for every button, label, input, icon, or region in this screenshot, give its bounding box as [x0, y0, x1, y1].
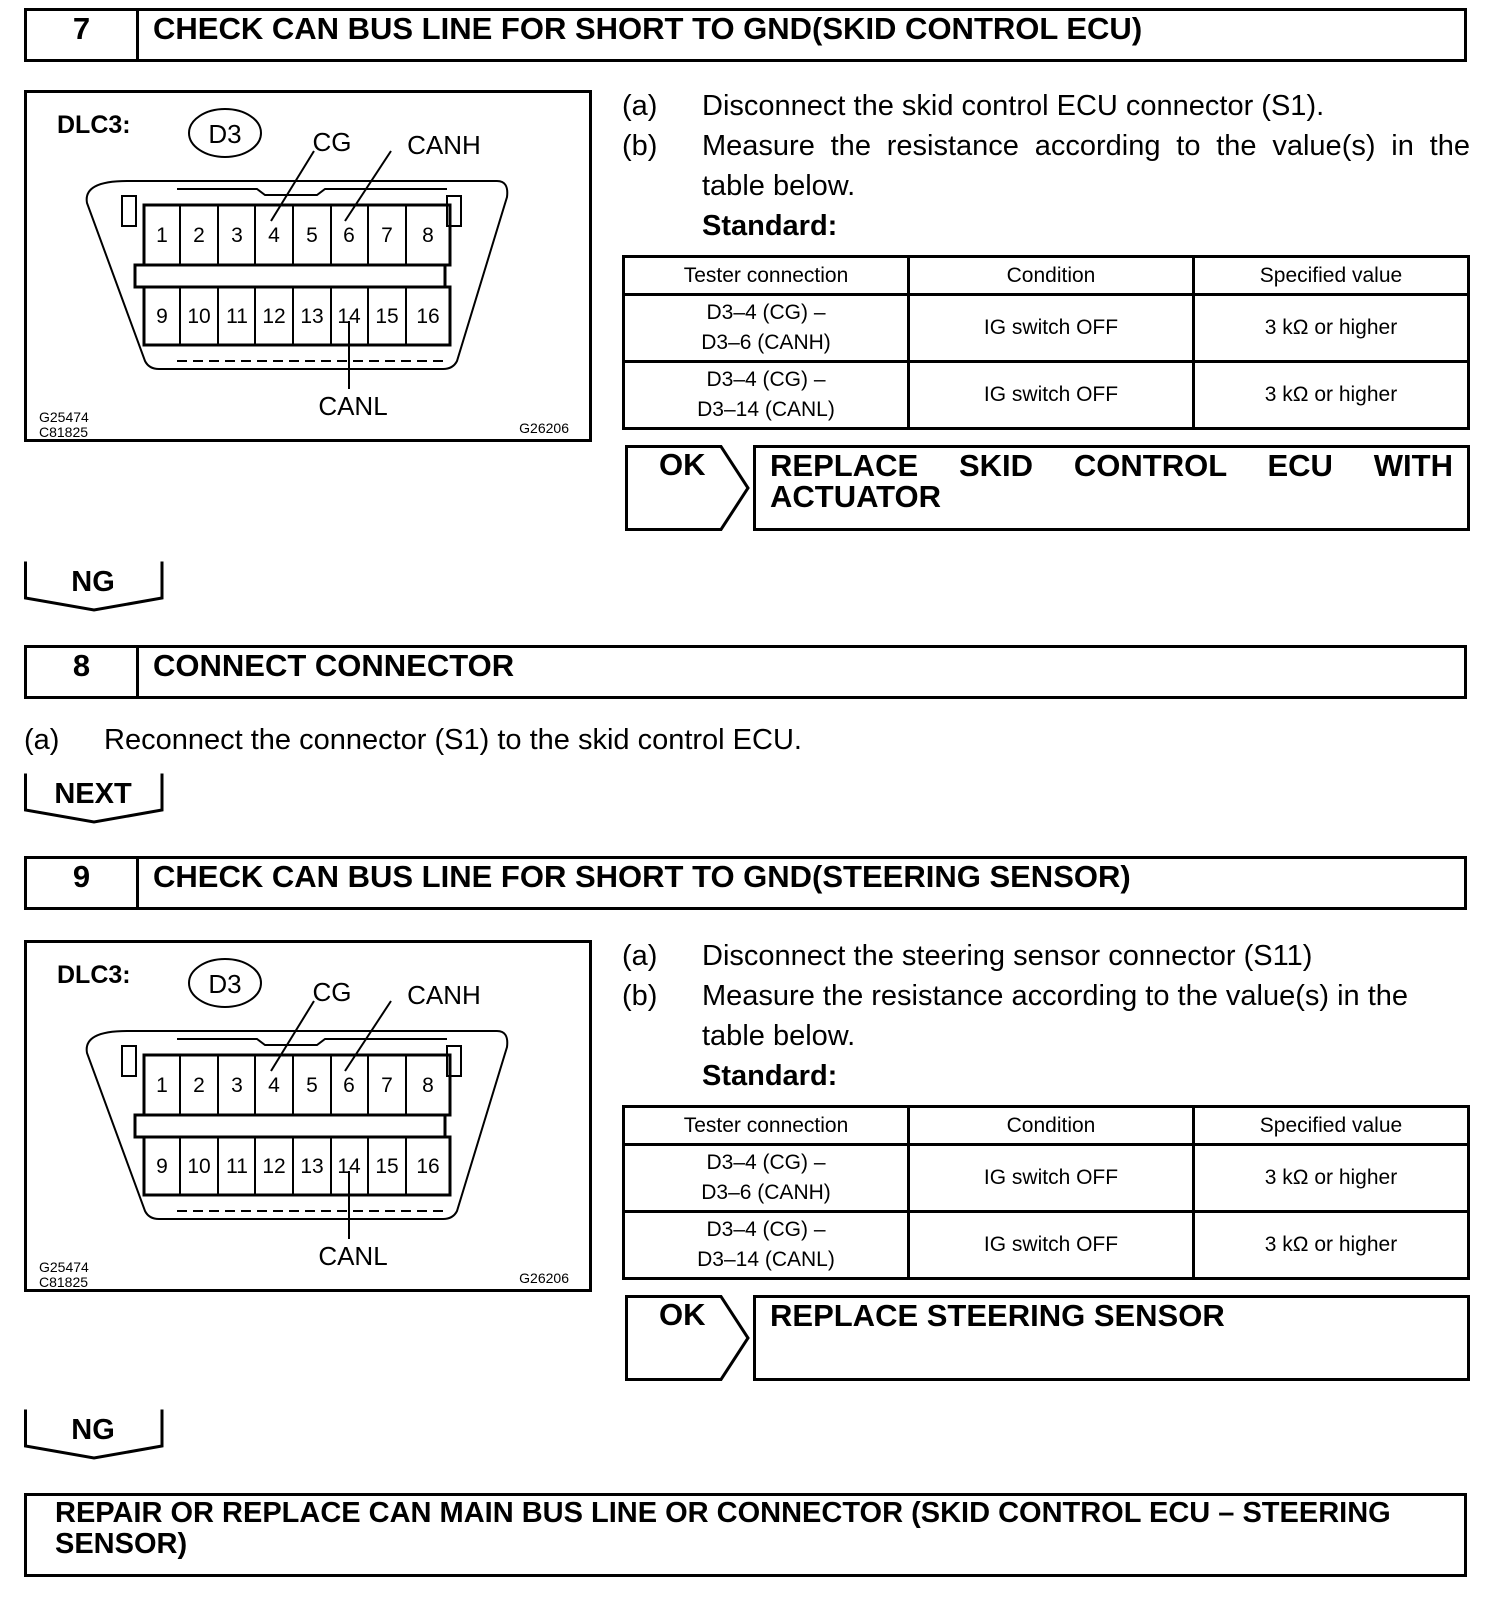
pin: 7 [381, 1074, 393, 1097]
table-row [624, 1212, 1469, 1279]
tester-connection-cell [624, 295, 909, 362]
final-action-box [24, 1493, 1467, 1577]
connection-line: D3–4 (CG) – [706, 301, 826, 324]
column-header: Tester connection [624, 257, 909, 295]
step-7-header [24, 8, 1467, 62]
instruction-text: Measure the resistance according to the value(s) in the table below. [702, 980, 1409, 1052]
step-number: 7 [27, 11, 139, 59]
pin: 3 [231, 224, 243, 247]
pin: 12 [262, 1155, 286, 1178]
instruction-text: Reconnect the connector (S1) to the skid control ECU. [104, 724, 802, 756]
step-number: 8 [27, 648, 139, 696]
dlc3-connector-figure [24, 90, 592, 442]
column-header: Tester connection [624, 1107, 909, 1145]
pin: 7 [381, 224, 393, 247]
spec-table [622, 1105, 1470, 1280]
pin: 12 [262, 305, 286, 328]
ok-branch [625, 1295, 1470, 1381]
table-row [624, 362, 1469, 429]
connection-line: D3–14 (CANL) [697, 398, 835, 421]
step-9-header [24, 856, 1467, 910]
table-header-row [624, 1107, 1469, 1145]
pin: 11 [226, 1155, 248, 1178]
instruction-label: (b) [622, 130, 658, 162]
connection-line: D3–14 (CANL) [697, 1248, 835, 1271]
column-header: Condition [909, 257, 1194, 295]
table-row [624, 295, 1469, 362]
pin: 3 [231, 1074, 243, 1097]
instruction-label: (a) [24, 724, 60, 756]
figure-code: G26206 [519, 420, 569, 436]
connection-line: D3–6 (CANH) [701, 331, 831, 354]
column-header: Specified value [1194, 257, 1469, 295]
column-header: Specified value [1194, 1107, 1469, 1145]
pin: 4 [268, 1074, 280, 1097]
instruction-text: Disconnect the skid control ECU connector (S1). [702, 90, 1325, 122]
figure-code: G25474 [39, 1259, 89, 1275]
table-header-row [624, 257, 1469, 295]
instruction-label: (b) [622, 980, 658, 1012]
next-tag [24, 772, 164, 829]
ng-tag [24, 1408, 164, 1465]
connector-id: D3 [208, 119, 242, 149]
value-cell: 3 kΩ or higher [1194, 295, 1469, 362]
step-7-instructions [622, 86, 1470, 246]
ok-label: OK [659, 447, 706, 482]
figure-code: G26206 [519, 1270, 569, 1286]
connector-label: DLC3: [57, 961, 131, 989]
pin: 8 [422, 1074, 434, 1097]
figure-code: G25474 [39, 409, 89, 425]
figure-code: C81825 [39, 1274, 89, 1290]
canh-label: CANH [407, 130, 481, 160]
pin: 5 [306, 224, 318, 247]
latch-left [122, 1046, 136, 1076]
connection-line: D3–4 (CG) – [706, 1218, 826, 1241]
standard-label: Standard: [702, 1060, 838, 1092]
column-header: Condition [909, 1107, 1194, 1145]
ok-branch [625, 445, 1470, 531]
step-title: CHECK CAN BUS LINE FOR SHORT TO GND(SKID CONTROL ECU) [153, 11, 1143, 46]
final-action-text: REPAIR OR REPLACE CAN MAIN BUS LINE OR CONNECTOR (SKID CONTROL ECU – STEERING SENSOR) [55, 1497, 1391, 1560]
pin: 15 [375, 1155, 399, 1178]
pin: 14 [337, 305, 361, 328]
ok-action-box [753, 1295, 1470, 1381]
top-pin-row [144, 205, 450, 265]
tester-connection-cell [624, 362, 909, 429]
tester-connection-cell [624, 1145, 909, 1212]
pin: 9 [156, 1155, 168, 1178]
latch-left [122, 196, 136, 226]
pin: 4 [268, 224, 280, 247]
pin: 15 [375, 305, 399, 328]
top-pin-row [144, 1055, 450, 1115]
pin: 10 [187, 305, 211, 328]
step-title: CONNECT CONNECTOR [153, 648, 515, 683]
value-cell: 3 kΩ or higher [1194, 1145, 1469, 1212]
pin: 8 [422, 224, 434, 247]
condition-cell: IG switch OFF [909, 1145, 1194, 1212]
pin: 2 [193, 224, 205, 247]
tester-connection-cell [624, 1212, 909, 1279]
condition-cell: IG switch OFF [909, 362, 1194, 429]
ok-label: OK [659, 1297, 706, 1332]
canl-label: CANL [318, 1241, 388, 1271]
pin: 6 [343, 1074, 355, 1097]
ok-action-text: REPLACE SKID CONTROL ECU WITH [770, 448, 1453, 483]
ok-action-text: REPLACE STEERING SENSOR [770, 1298, 1225, 1333]
dlc3-connector-figure [24, 940, 592, 1292]
condition-cell: IG switch OFF [909, 1212, 1194, 1279]
connection-line: D3–4 (CG) – [706, 1151, 826, 1174]
next-label: NEXT [54, 778, 132, 810]
pin: 16 [416, 1155, 440, 1178]
cg-label: CG [312, 977, 352, 1007]
ng-label: NG [71, 566, 115, 598]
step-9-instructions [622, 936, 1470, 1096]
table-row [624, 1145, 1469, 1212]
instruction-label: (a) [622, 940, 658, 972]
canl-label: CANL [318, 391, 388, 421]
step-number: 9 [27, 859, 139, 907]
connection-line: D3–4 (CG) – [706, 368, 826, 391]
value-cell: 3 kΩ or higher [1194, 1212, 1469, 1279]
pin: 1 [156, 1074, 168, 1097]
condition-cell: IG switch OFF [909, 295, 1194, 362]
ok-action-box [753, 445, 1470, 531]
instruction-text: Measure the resistance according to the value(s) in the table below. [702, 130, 1470, 202]
spec-table [622, 255, 1470, 430]
pin: 1 [156, 224, 168, 247]
figure-code: C81825 [39, 424, 89, 440]
standard-label: Standard: [702, 210, 838, 242]
pin: 14 [337, 1155, 361, 1178]
instruction-text: Disconnect the steering sensor connector (S11) [702, 940, 1313, 972]
value-cell: 3 kΩ or higher [1194, 362, 1469, 429]
cg-label: CG [312, 127, 352, 157]
pin: 13 [300, 1155, 324, 1178]
ng-label: NG [71, 1414, 115, 1446]
ng-tag [24, 560, 164, 617]
canh-label: CANH [407, 980, 481, 1010]
pin: 2 [193, 1074, 205, 1097]
pin: 6 [343, 224, 355, 247]
connector-diagram [27, 943, 595, 1295]
pin: 9 [156, 305, 168, 328]
connection-line: D3–6 (CANH) [701, 1181, 831, 1204]
pin: 10 [187, 1155, 211, 1178]
connector-diagram [27, 93, 595, 445]
pin: 16 [416, 305, 440, 328]
pin: 13 [300, 305, 324, 328]
pin: 11 [226, 305, 248, 328]
connector-label: DLC3: [57, 111, 131, 139]
pin: 5 [306, 1074, 318, 1097]
instruction-label: (a) [622, 90, 658, 122]
step-8-header [24, 645, 1467, 699]
connector-id: D3 [208, 969, 242, 999]
ok-action-text: ACTUATOR [770, 479, 942, 514]
step-title: CHECK CAN BUS LINE FOR SHORT TO GND(STEERING SENSOR) [153, 859, 1131, 894]
